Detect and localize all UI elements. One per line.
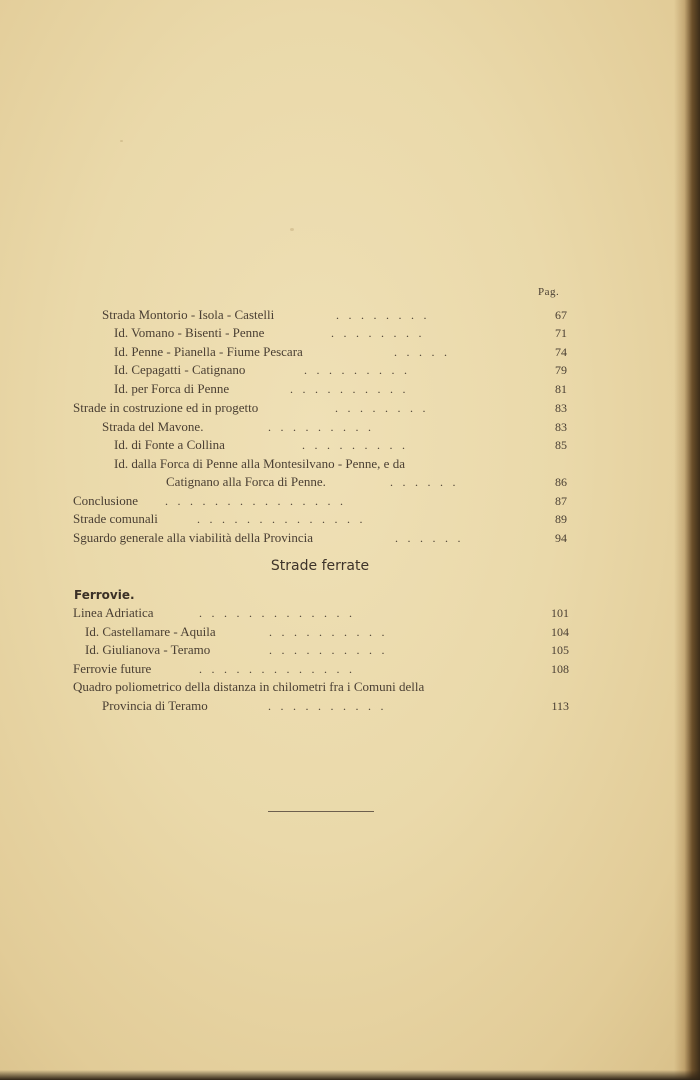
toc-entry-title: Ferrovie future — [73, 661, 152, 676]
toc-entry-title: Id. Cepagatti - Catignano — [114, 362, 246, 377]
toc-entry — [73, 399, 567, 417]
toc-entry-page: 105 — [551, 643, 569, 657]
toc-entry-title: Conclusione — [73, 493, 138, 508]
toc-entry-title: Linea Adriatica — [73, 605, 154, 620]
leader-dots: ........ — [331, 326, 431, 340]
toc-entry-page: 101 — [551, 606, 569, 620]
leader-dots: ......... — [304, 363, 417, 377]
toc-entry-page: 108 — [551, 662, 569, 676]
toc-entry-continuation — [102, 697, 569, 715]
toc-entry-page: 71 — [555, 326, 567, 340]
toc-entry — [114, 436, 567, 454]
toc-entry — [73, 529, 567, 547]
leader-dots: ...... — [395, 531, 470, 545]
toc-entry-title: Strada Montorio - Isola - Castelli — [102, 307, 275, 322]
leader-dots: ............. — [199, 662, 362, 676]
toc-entry — [114, 361, 567, 379]
toc-entry-page: 89 — [555, 512, 567, 526]
toc-entry-page: 79 — [555, 363, 567, 377]
toc-entry-page: 87 — [555, 494, 567, 508]
leader-dots: .......... — [269, 643, 394, 657]
toc-entry — [114, 455, 567, 473]
toc-entry-title: Strade comunali — [73, 511, 158, 526]
toc-entry-page: 104 — [551, 625, 569, 639]
toc-entry-page: 81 — [555, 382, 567, 396]
toc-entry-title: Id. Vomano - Bisenti - Penne — [114, 325, 265, 340]
toc-entry-title: Strada del Mavone. — [102, 419, 204, 434]
leader-dots: .......... — [269, 625, 394, 639]
toc-entry-title: Strade in costruzione ed in progetto — [73, 400, 259, 415]
toc-entry-title: Catignano alla Forca di Penne. — [166, 474, 326, 489]
toc-entry-title: Id. Penne - Pianella - Fiume Pescara — [114, 344, 303, 359]
leader-dots: .............. — [197, 512, 372, 526]
closing-rule — [268, 811, 374, 812]
leader-dots: ........ — [335, 401, 435, 415]
leader-dots: ............. — [199, 606, 362, 620]
toc-entry-continuation — [166, 473, 567, 491]
section-heading: Strade ferrate — [270, 558, 370, 574]
toc-entry — [73, 510, 567, 528]
leader-dots: ...... — [390, 475, 465, 489]
toc-entry-title: Quadro poliometrico della distanza in chilometri fra i Comuni della — [73, 679, 425, 694]
leader-dots: ............... — [165, 494, 353, 508]
toc-entry-page: 83 — [555, 401, 567, 415]
leader-dots: .......... — [268, 699, 393, 713]
toc-entry-page: 85 — [555, 438, 567, 452]
toc-entry-page: 83 — [555, 420, 567, 434]
toc-entry — [85, 641, 569, 659]
toc-entry-page: 113 — [551, 699, 569, 713]
toc-entry-page: 67 — [555, 308, 567, 322]
toc-entry — [102, 306, 567, 324]
toc-entry-title: Id. di Fonte a Collina — [114, 437, 225, 452]
leader-dots: ......... — [268, 420, 381, 434]
toc-entry-page: 86 — [555, 475, 567, 489]
leader-dots: ........ — [336, 308, 436, 322]
toc-entry — [73, 492, 567, 510]
toc-entry — [102, 418, 567, 436]
toc-entry — [73, 678, 569, 696]
toc-entry-title: Id. Giulianova - Teramo — [85, 642, 211, 657]
page-edge-shadow — [674, 0, 700, 1080]
toc-entry-title: Sguardo generale alla viabilità della Provincia — [73, 530, 314, 545]
paper-spot — [290, 228, 294, 231]
toc-entry-page: 74 — [555, 345, 567, 359]
toc-entry — [73, 604, 569, 622]
toc-entry-title: Id. per Forca di Penne — [114, 381, 230, 396]
toc-entry — [114, 343, 567, 361]
leader-dots: ......... — [302, 438, 415, 452]
toc-entry — [114, 380, 567, 398]
toc-entry-title: Id. dalla Forca di Penne alla Montesilvano - Penne, e da — [114, 456, 405, 471]
paper-spot — [120, 140, 123, 142]
toc-entry-title: Id. Castellamare - Aquila — [85, 624, 216, 639]
leader-dots: .......... — [290, 382, 415, 396]
toc-entry — [85, 623, 569, 641]
toc-entry — [73, 660, 569, 678]
leader-dots: ..... — [394, 345, 457, 359]
toc-entry-page: 94 — [555, 531, 567, 545]
toc-entry — [114, 324, 567, 342]
page-bottom-shadow — [0, 1070, 700, 1080]
subsection-heading: Ferrovie. — [74, 588, 135, 602]
page-column-label: Pag. — [538, 286, 560, 298]
toc-entry-title: Provincia di Teramo — [102, 698, 208, 713]
